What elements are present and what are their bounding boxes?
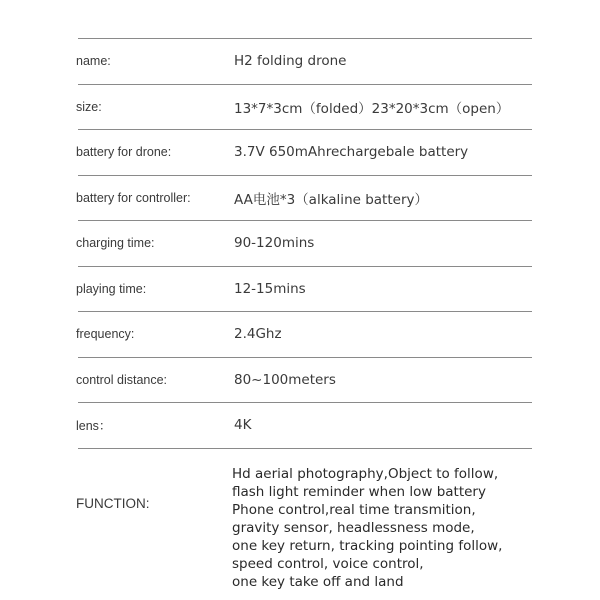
function-line: one key return, tracking pointing follow, (232, 537, 503, 554)
spec-sheet (76, 38, 532, 590)
function-line: speed control, voice control, (232, 555, 424, 572)
spec-value: 12-15mins (234, 280, 306, 297)
spec-row-battery-drone (78, 130, 532, 176)
spec-row-function (76, 449, 532, 590)
spec-value: 4K (234, 417, 252, 434)
spec-row-control-distance (78, 358, 532, 404)
function-line: flash light reminder when low battery (232, 483, 486, 500)
spec-value: 80~100meters (234, 371, 336, 388)
spec-label: size: (76, 99, 102, 114)
function-line: gravity sensor, headlessness mode, (232, 519, 475, 536)
spec-label: battery for drone: (76, 145, 172, 160)
spec-label: playing time: (76, 281, 147, 296)
function-line: Hd aerial photography,Object to follow, (232, 465, 499, 482)
spec-row-charging-time (78, 221, 532, 267)
spec-row-playing-time (78, 267, 532, 313)
spec-label: control distance: (76, 372, 168, 387)
spec-label: battery for controller: (76, 190, 191, 205)
function-list (232, 465, 502, 591)
spec-label: name: (76, 54, 111, 69)
spec-label: frequency: (76, 327, 135, 342)
spec-value: 3.7V 650mAhrechargebale battery (234, 144, 469, 161)
spec-row-frequency (78, 312, 532, 358)
spec-row-battery-controller (78, 176, 532, 222)
spec-value: 2.4Ghz (234, 326, 282, 343)
spec-label: lens： (76, 419, 112, 434)
spec-label: charging time: (76, 236, 155, 251)
function-line: Phone control,real time transmition, (232, 501, 476, 518)
spec-value: AA电池*3（alkaline battery） (234, 191, 428, 208)
spec-value: 13*7*3cm（folded）23*20*3cm（open） (234, 100, 510, 117)
spec-row-name (78, 38, 532, 85)
function-label: FUNCTION: (76, 496, 150, 511)
spec-value: H2 folding drone (234, 53, 347, 70)
spec-value: 90-120mins (234, 235, 315, 252)
function-line: one key take off and land (232, 573, 404, 590)
spec-row-size (78, 85, 532, 131)
